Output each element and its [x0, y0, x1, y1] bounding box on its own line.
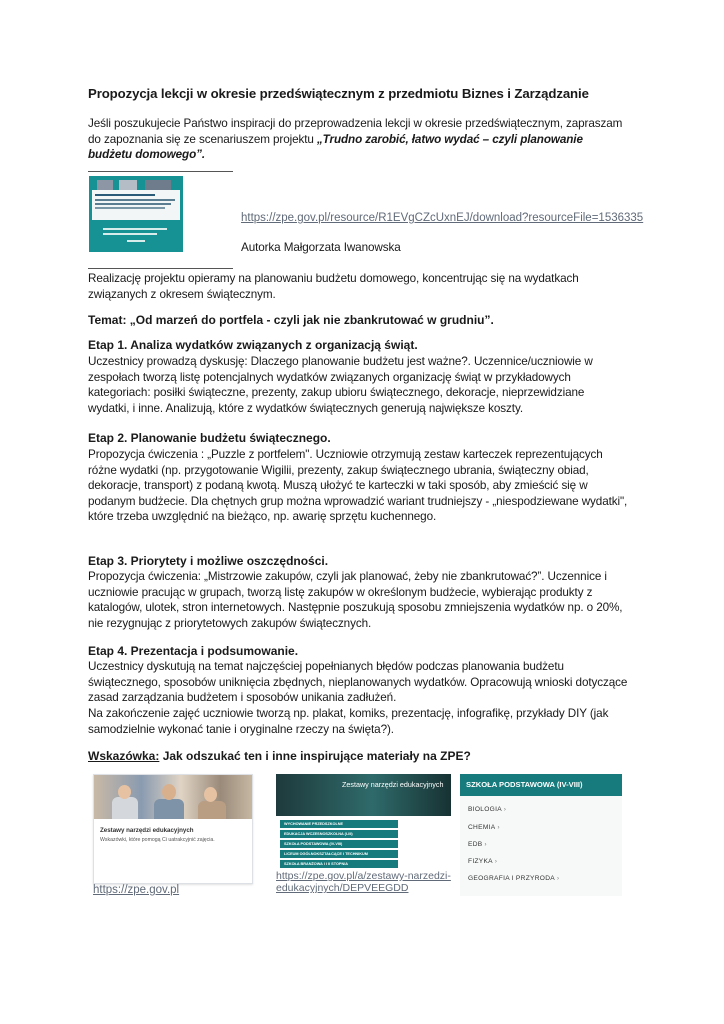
hint-label: Wskazówka:	[88, 749, 160, 763]
project-cover-thumbnail[interactable]	[89, 176, 183, 252]
toolkits-link[interactable]	[276, 870, 451, 894]
intro-paragraph	[88, 116, 628, 163]
level-row: SZKOŁA BRANŻOWA I I II STOPNIA	[280, 860, 398, 868]
level-row: SZKOŁA PODSTAWOWA (IV-VIII)	[280, 840, 398, 848]
level-row: WYCHOWANIE PRZEDSZKOLNE	[280, 820, 398, 828]
toolkits-link-line2: edukacyjnych/DEPVEEGDD	[276, 882, 409, 894]
school-level-header: SZKOŁA PODSTAWOWA (IV-VIII)	[460, 774, 622, 796]
banner-title: Zestawy narzędzi edukacyjnych	[342, 780, 444, 789]
card-subtitle: Wskazówki, które pomogą Ci uatrakcyjnić zajęcia.	[100, 837, 215, 843]
divider	[88, 171, 233, 172]
intro-text: Jeśli poszukujecie Państwo inspiracji do przeprowadzenia lekcji w okresie przedświątecznym, zapraszam do zapoznania się ze scenariuszem projektu	[88, 117, 623, 146]
card-title: Zestawy narzędzi edukacyjnych	[100, 827, 194, 834]
stage-2-body: Propozycja ćwiczenia : „Puzzle z portfelem". Uczniowie otrzymują zestaw karteczek reprezentujących różne wydatki (np. przygotowanie Wigilii, prezenty, zakup świątecznego ubrania, świąteczny obiad, dekoracje, transport) z podaną kwotą. Muszą ułożyć te karteczki w taki sposób, aby zmieścić się w podanym budżecie. Dla chętnych grup można wprowadzić wariant trudniejszy - „niespodziewane wydatki", które trzeba uwzględnić na bieżąco, np. awarię sprzętu kuchennego.	[88, 448, 628, 523]
stage-3-heading: Etap 3. Priorytety i możliwe oszczędności.	[88, 554, 329, 568]
stage-4-heading: Etap 4. Prezentacja i podsumowanie.	[88, 644, 299, 658]
hint-heading	[88, 748, 471, 764]
subject-item: GEOGRAFIA I PRZYRODA ›	[468, 875, 559, 882]
stage-3-body: Propozycja ćwiczenia: „Mistrzowie zakupów, czyli jak planować, żeby nie zbankrutować?”. Uczennice i uczniowie pracując w grupach, tworzą listę zakupów w określonym budżecie, wybierając produkty z katalogów, ulotek, stron internetowych. Następnie poszukują sposobu zmniejszenia wydatków np. o 20%, nie rezygnując z priorytetowych zakupów świątecznych.	[88, 570, 623, 630]
level-row: LICEUM OGÓLNOKSZTAŁCĄCE I TECHNIKUM	[280, 850, 398, 858]
stage-1-heading: Etap 1. Analiza wydatków związanych z organizacją świąt.	[88, 338, 418, 352]
level-row: EDUKACJA WCZESNOSZKOLNA (I-III)	[280, 830, 398, 838]
project-title: „Trudno zarobić, łatwo wydać – czyli planowanie budżetu domowego”.	[88, 132, 583, 161]
stage-4-closing: Na zakończenie zajęć uczniowie tworzą np. plakat, komiks, prezentację, infografikę, przykłady DIY (jak samodzielnie wykonać tanie i oryginalne rzeczy na święta?).	[88, 707, 609, 736]
subject-item: FIZYKA ›	[468, 858, 497, 865]
author-credit: Autorka Małgorzata Iwanowska	[241, 241, 401, 254]
zpe-home-link[interactable]: https://zpe.gov.pl	[93, 884, 180, 896]
divider	[88, 268, 233, 269]
primary-school-subjects-screenshot	[460, 774, 622, 896]
stage-1-body: Uczestnicy prowadzą dyskusję: Dlaczego planowanie budżetu jest ważne?. Uczennice/uczniowie w zespołach tworzą listę potencjalnych wydatków związanych organizację świąt w przykładowych kategoriach: posiłki świąteczne, prezenty, zakup ubioru świątecznego, dekoracje, nieprzewidziane wydatki, i inne. Analizują, które z wydatków świątecznych generują największe koszty.	[88, 355, 593, 415]
subject-item: BIOLOGIA ›	[468, 806, 506, 813]
toolkits-link-line1: https://zpe.gov.pl/a/zestawy-narzedzi-	[276, 870, 451, 882]
stage-4-body: Uczestnicy dyskutują na temat najczęściej popełnianych błędów podczas planowania budżetu świątecznego, sposobów uniknięcia zbędnych, nieplanowanych wydatków. Opracowują wnioski dotyczące zasad zarządzania budżetem i sposobów unikania zadłużeń.	[88, 660, 628, 704]
stage-2-heading: Etap 2. Planowanie budżetu świątecznego.	[88, 431, 331, 445]
toolkits-screenshot	[276, 774, 451, 870]
hint-question: Jak odszukać ten i inne inspirujące materiały na ZPE?	[159, 749, 471, 763]
page-title: Propozycja lekcji w okresie przedświątecznym z przedmiotu Biznes i Zarządzanie	[88, 86, 589, 101]
subject-item: EDB ›	[468, 841, 487, 848]
subject-item: CHEMIA ›	[468, 824, 500, 831]
project-description: Realizację projektu opieramy na planowaniu budżetu domowego, koncentrując się na wydatkach związanych z okresem świątecznym.	[88, 272, 579, 301]
lesson-topic: Temat: „Od marzeń do portfela - czyli jak nie zbankrutować w grudniu”.	[88, 313, 494, 327]
zpe-home-screenshot	[93, 774, 253, 884]
resource-download-link[interactable]: https://zpe.gov.pl/resource/R1EVgCZcUxnEJ/download?resourceFile=1536335	[241, 212, 644, 224]
